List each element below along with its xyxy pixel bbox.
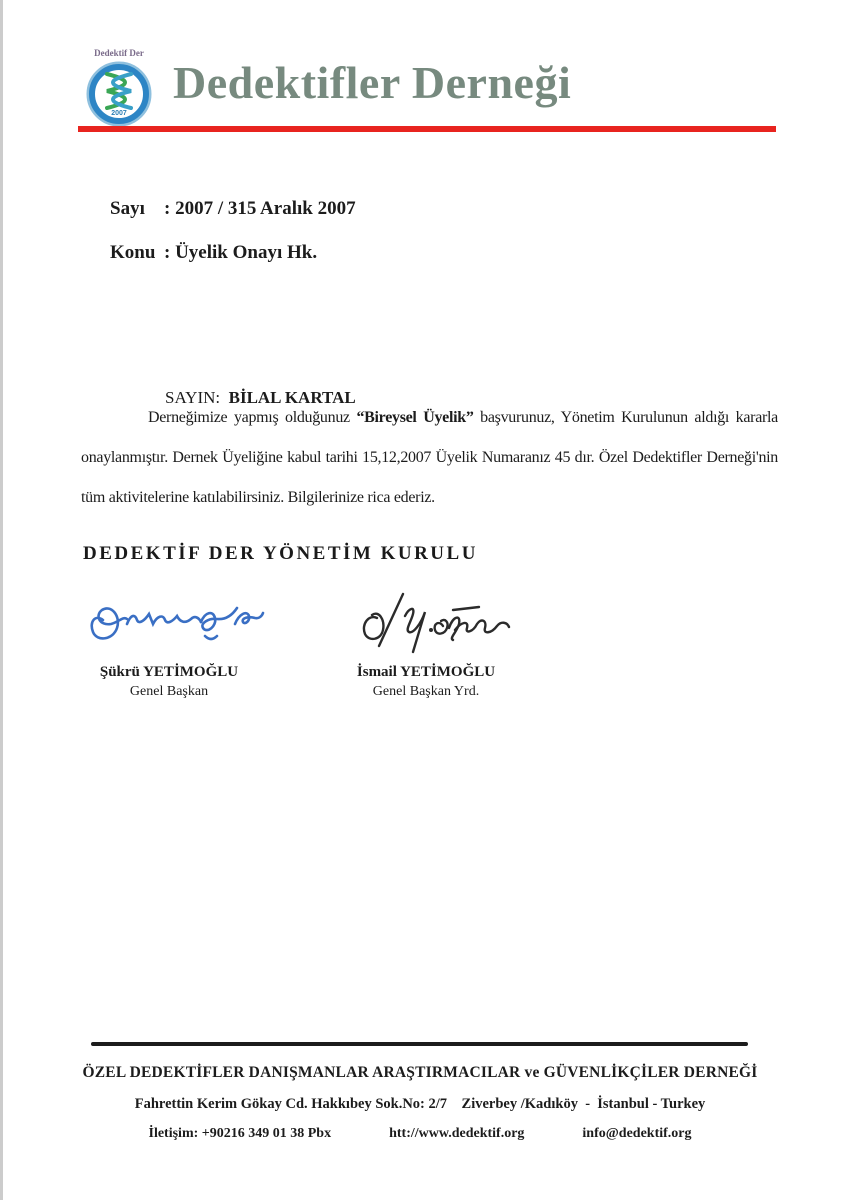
association-logo — [75, 44, 163, 132]
signatory-name: Şükrü YETİMOĞLU — [99, 664, 239, 680]
sayi-value: : 2007 / 315 Aralık 2007 — [164, 198, 356, 219]
logo-top-text: Dedektif Der — [94, 48, 144, 58]
sayi-label: Sayı — [110, 198, 145, 219]
footer-address: Fahrettin Kerim Gökay Cd. Hakkıbey Sok.No: 2/7 Ziverbey /Kadıköy - İstanbul - Turkey — [134, 1096, 706, 1112]
footer-divider — [91, 1042, 748, 1046]
signatory-role: Genel Başkan — [129, 684, 209, 699]
letter-paragraph — [81, 398, 778, 518]
konu-value: : Üyelik Onayı Hk. — [164, 242, 318, 263]
footer-phone: İletişim: +90216 349 01 38 Pbx — [148, 1126, 332, 1141]
signatory-name: İsmail YETİMOĞLU — [356, 664, 496, 680]
header-red-divider — [78, 126, 776, 132]
footer-website: htt://www.dedektif.org — [389, 1126, 525, 1141]
recipient-name: BİLAL KARTAL — [228, 388, 356, 407]
signatory-block-chairman — [85, 664, 253, 700]
board-heading: DEDEKTİF DER YÖNETİM KURULU — [83, 543, 478, 564]
paragraph-text-end: başvurunuz, Yönetim Kurulunun aldığı kararla onaylanmıştır. Dernek Üyeliğine kabul tarihi 15,12,2007 Üyelik Numaranız 45 dır. Özel Dedektifler Derneği'nin tüm aktivitelerine katılabilirsiniz. Bilgilerinize rica ederiz. — [81, 409, 778, 506]
footer-email: info@dedektif.org — [582, 1126, 692, 1141]
logo-year-text: 2007 — [111, 110, 127, 117]
paragraph-text-start: Derneğimize yapmış olduğunuz — [148, 409, 357, 426]
salutation-label: SAYIN: — [165, 388, 229, 407]
konu-label: Konu — [110, 242, 156, 263]
signature-vice-chairman — [349, 586, 517, 656]
signature-chairman — [87, 592, 265, 652]
signatory-block-vice-chairman — [341, 664, 511, 700]
signatory-role: Genel Başkan Yrd. — [372, 684, 480, 699]
footer-contact-row — [3, 1126, 837, 1142]
membership-type-emphasis: “Bireysel Üyelik” — [356, 409, 474, 426]
subject-line — [91, 220, 317, 286]
footer-association-name: ÖZEL DEDEKTİFLER DANIŞMANLAR ARAŞTIRMACILAR ve GÜVENLİKÇİLER DERNEĞİ — [82, 1064, 758, 1081]
page-title: Dedektifler Derneği — [173, 57, 572, 108]
